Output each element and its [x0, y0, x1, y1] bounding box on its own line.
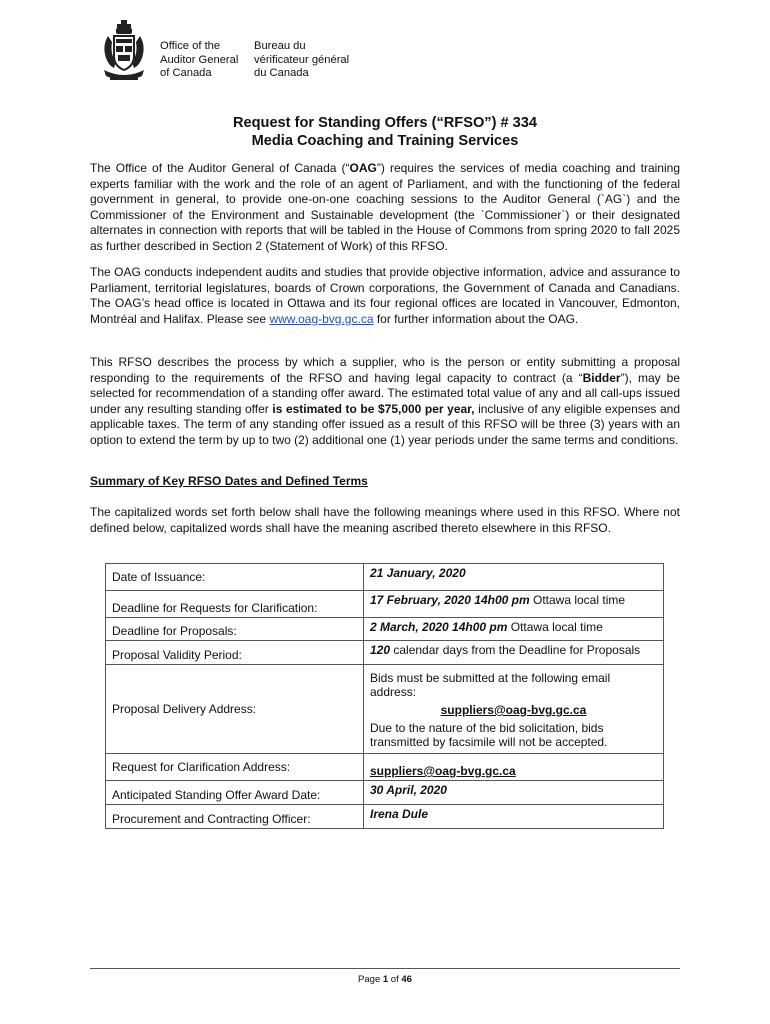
p3-text-e: inclusive of any eligible expenses and applicable taxes. The term of any standing offer issued as a result of this RFSO will be three (3) years with an option to extend the term by up to two (2) additional one (1) year periods under the same terms and conditions.	[90, 401, 681, 447]
clarification-email-link[interactable]: suppliers@oag-bvg.gc.ca	[370, 764, 516, 778]
org-name-english	[160, 40, 238, 81]
title-line-1: Request for Standing Offers (“RFSO”) # 334	[232, 115, 538, 131]
validity-label: Proposal Validity Period:	[106, 641, 364, 665]
delivery-address-label: Proposal Delivery Address:	[106, 665, 364, 754]
page-footer	[0, 974, 770, 985]
delivery-email-link[interactable]: suppliers@oag-bvg.gc.ca	[440, 703, 587, 717]
table-row-clarification-address	[106, 754, 664, 781]
footer-page-prefix: Page	[358, 974, 383, 985]
officer-value	[364, 805, 664, 829]
clarification-deadline-value	[364, 591, 664, 618]
p3-estimate: is estimated to be $75,000 per year,	[272, 401, 475, 416]
paragraph-intro	[90, 161, 680, 254]
p3-bidder-term: Bidder	[582, 370, 621, 385]
delivery-address-value	[364, 665, 664, 754]
table-row-officer	[106, 805, 664, 829]
footer-page-number: 1	[382, 974, 389, 985]
key-dates-table	[105, 563, 664, 829]
p3-text-a: This RFSO describes the process by which a supplier, who is the person or entity submitting a proposal responding to the requirements of the RFSO and having legal capacity to contract (a “	[90, 355, 680, 385]
clarification-deadline-timezone: Ottawa local time	[529, 593, 626, 607]
clarification-address-value	[364, 754, 664, 781]
table-row-issuance	[106, 564, 664, 591]
p1-text-a: The Office of the Auditor General of Canada (“	[90, 161, 350, 175]
issuance-value	[364, 564, 664, 591]
table-row-delivery-address	[106, 665, 664, 754]
org-fr-line-2: vérificateur général	[254, 53, 350, 66]
org-fr-line-1: Bureau du	[254, 40, 306, 52]
p1-text-c: ”) requires the services of media coaching and training experts familiar with the work and the role of an agent of Parliament, and with the functioning of the federal government in general, to provide one-on-one coaching sessions to the Auditor General (`AG`) and the Commissioner of the Environment and Sustainable development (the `Commissioner`) or their designated alternates in connection with reports that will be tabled in the House of Commons from spring 2020 to fall 2025 as further described in Section 2 (Statement of Work) of this RFSO.	[90, 161, 680, 253]
paragraph-about-oag	[90, 265, 680, 327]
title-line-2: Media Coaching and Training Services	[251, 133, 519, 149]
award-date-value	[364, 781, 664, 805]
validity-value	[364, 641, 664, 665]
officer-label: Procurement and Contracting Officer:	[106, 805, 364, 829]
table-row-clarification-deadline	[106, 591, 664, 618]
document-title	[90, 114, 680, 150]
table-row-proposal-deadline	[106, 618, 664, 641]
paragraph-process	[90, 355, 680, 448]
org-en-line-3: of Canada	[160, 67, 212, 80]
table-row-award-date	[106, 781, 664, 805]
validity-days: 120	[370, 643, 391, 657]
validity-text: calendar days from the Deadline for Proposals	[390, 643, 641, 657]
p2-text-b: for further information about the OAG.	[373, 311, 579, 326]
org-en-line-1: Office of the	[160, 40, 221, 52]
footer-divider	[90, 968, 680, 969]
issuance-label: Date of Issuance:	[106, 564, 364, 591]
award-date-label: Anticipated Standing Offer Award Date:	[106, 781, 364, 805]
clarification-deadline-label: Deadline for Requests for Clarification:	[106, 591, 364, 618]
summary-heading: Summary of Key RFSO Dates and Defined Terms	[90, 474, 368, 488]
proposal-deadline-date: 2 March, 2020 14h00 pm	[370, 620, 508, 634]
issuance-date: 21 January, 2020	[370, 566, 466, 580]
footer-page-total: 46	[401, 974, 412, 985]
org-name-french	[254, 40, 349, 81]
p2-text-a: The OAG conducts independent audits and studies that provide objective information, advice and assurance to Parliament, territorial legislatures, boards of Crown corporations, the Government of Canada and Canadians. The OAG’s head office is located in Ottawa and its four regional offices are located in Vancouver, Edmonton, Montréal and Halifax. Please see	[90, 265, 680, 326]
canada-coat-of-arms-icon	[100, 18, 148, 84]
delivery-intro: Bids must be submitted at the following email address:	[370, 671, 611, 699]
paragraph-definitions: The capitalized words set forth below shall have the following meanings where used in this RFSO. Where not defined below, capitalized words shall have the meaning ascribed thereto elsewhere in this RFSO.	[90, 505, 680, 535]
p3-text-c: ”), may be selected for recommendation of a standing offer award. The estimated total value of any and all call-ups issued under any resulting standing offer	[90, 370, 681, 416]
proposal-deadline-label: Deadline for Proposals:	[106, 618, 364, 641]
p1-oag-term: OAG	[349, 161, 377, 175]
oag-website-link[interactable]: www.oag-bvg.gc.ca	[269, 311, 374, 326]
officer-name: Irena Dule	[370, 807, 429, 821]
delivery-fax-note: Due to the nature of the bid solicitation, bids transmitted by facsimile will not be accepted.	[370, 721, 608, 749]
org-en-line-2: Auditor General	[160, 53, 239, 66]
proposal-deadline-value	[364, 618, 664, 641]
footer-page-of: of	[388, 974, 402, 985]
clarification-deadline-date: 17 February, 2020 14h00 pm	[370, 593, 530, 607]
table-row-validity	[106, 641, 664, 665]
proposal-deadline-timezone: Ottawa local time	[507, 620, 603, 634]
clarification-address-label: Request for Clarification Address:	[106, 754, 364, 781]
award-date: 30 April, 2020	[370, 783, 447, 797]
org-fr-line-3: du Canada	[254, 67, 309, 80]
